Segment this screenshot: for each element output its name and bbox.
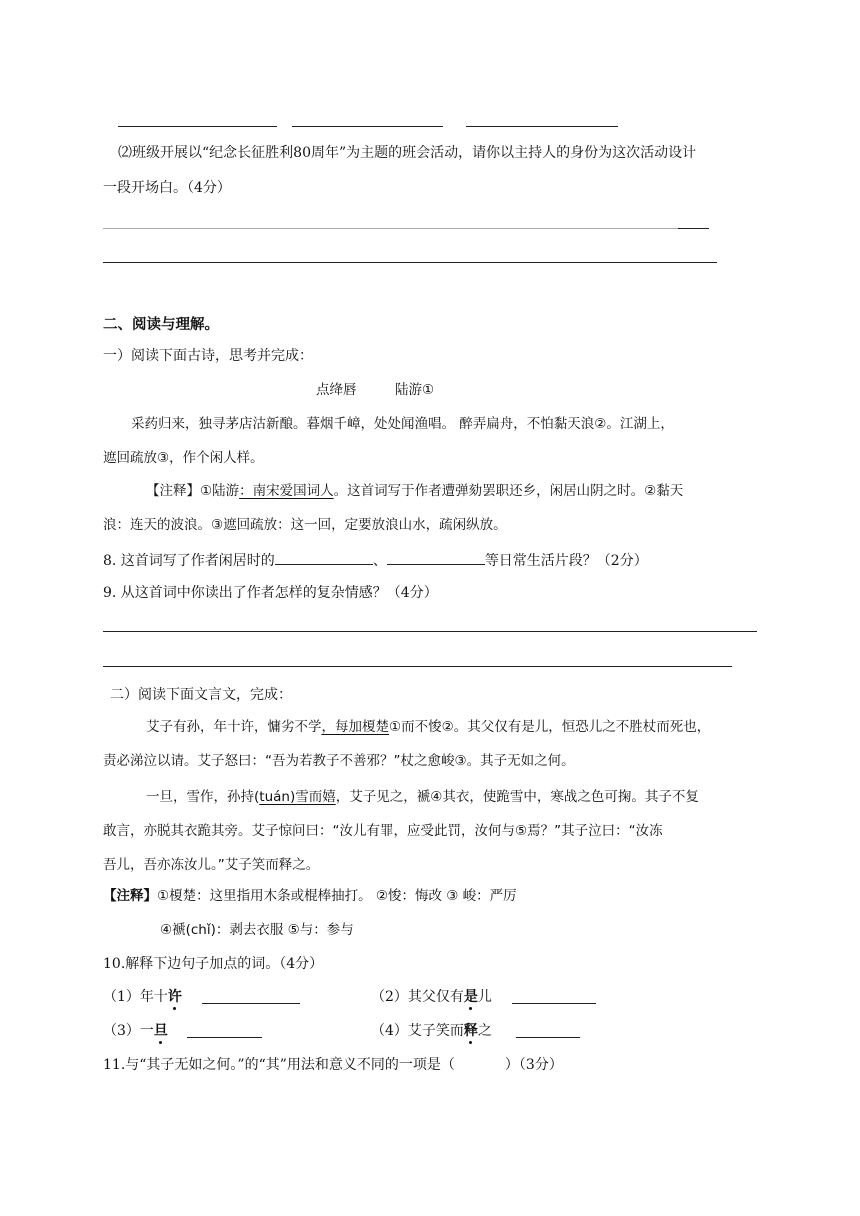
q10-4-tail: 之 <box>477 1023 492 1039</box>
q10-3-text: （3）一 <box>103 1023 154 1039</box>
note-b: ：南宋爱国词人 <box>239 483 334 499</box>
q8-blank-1[interactable] <box>275 550 373 565</box>
q10-item-4 <box>371 1021 492 1041</box>
poem-note-line-2: 浪：连天的波浪。③遮回疏放：这一回，定要放浪山水，疏闲纵放。 <box>103 517 507 533</box>
text-p1-line-2: 责必涕泣以请。艾子怒曰：“吾为若教子不善邪？”杖之愈峻③。其子无如之何。 <box>103 753 575 769</box>
text-p2-line-2: 敢言，亦脱其衣跪其旁。艾子惊问曰：“汝儿有罪，应受此罚，汝何与⑤焉？”其子泣曰：“汝冻 <box>103 823 663 839</box>
q10-1-blank[interactable] <box>202 1003 300 1004</box>
q9: 9. 从这首词中你读出了作者怎样的复杂情感？（4分） <box>103 585 438 601</box>
poem-title: 点绛唇 <box>316 382 357 398</box>
text-note-line-1 <box>103 886 517 906</box>
note-a: ①陆游 <box>200 483 240 499</box>
answer-line-q7-2[interactable] <box>103 262 717 263</box>
q7-2-text-cont: 一段开场白。（4分） <box>103 180 231 196</box>
answer-line-q7-1[interactable] <box>103 228 709 229</box>
note-label: 【注释】 <box>146 483 200 499</box>
q10-item-3 <box>103 1021 168 1041</box>
text-p2-line-1 <box>146 787 699 807</box>
q10-1-dotted: 许 <box>167 989 182 1005</box>
poem-line-1: 采药归来，独寻茅店沽新酿。暮烟千嶂，处处闻渔唱。 醉弄扁舟，不怕黏天浪②。江湖上， <box>131 416 674 432</box>
p1-a: 艾子有孙，年十许，慵劣不学 <box>146 719 322 735</box>
q8-blank-2[interactable] <box>387 550 485 565</box>
p2-a: 一旦，雪作，孙持( <box>146 789 260 805</box>
text-note-label: 【注释】 <box>103 888 157 904</box>
answer-line-top-1[interactable] <box>118 126 277 127</box>
poem-author: 陆游① <box>395 382 435 398</box>
text-note-items: ①榎楚：这里指用木条或棍棒抽打。 ②悛：悔改 ③ 峻：严厉 <box>157 888 517 904</box>
q10: 10.解释下边句子加点的词。（4分） <box>103 956 324 972</box>
q11-text-b: ）（3分） <box>504 1057 563 1073</box>
text-note-line-2: ④褫(chǐ)：剥去衣服 ⑤与：参与 <box>160 922 354 938</box>
answer-line-q7-1-end <box>678 228 709 229</box>
q10-3-blank[interactable] <box>187 1037 262 1038</box>
poem-line-2: 遮回疏放③，作个闲人样。 <box>103 450 264 466</box>
q10-item-1 <box>103 987 182 1007</box>
q8-text-b: 、 <box>372 553 387 569</box>
q8 <box>103 550 648 571</box>
p2-c: ，艾子见之，褫④其衣，使跪雪中，寒战之色可掬。其子不复 <box>335 789 699 805</box>
poem-note-line-1 <box>146 481 683 501</box>
q10-4-dotted: 释 <box>463 1023 478 1039</box>
answer-line-q9-2[interactable] <box>103 666 732 667</box>
q10-item-2 <box>371 987 492 1007</box>
q11 <box>103 1055 563 1075</box>
q7-2-text: ⑵班级开展以“纪念长征胜利80周年”为主题的班会活动，请你以主持人的身份为这次活动设计 <box>118 145 697 161</box>
q10-1-text: （1）年十 <box>103 989 168 1005</box>
section-heading: 二、阅读与理解。 <box>103 317 219 333</box>
q8-text-c: 等日常生活片段？（2分） <box>484 553 648 569</box>
note-c: 。这首词写于作者遭弹劾罢职还乡，闲居山阴之时。②黏天 <box>333 483 684 499</box>
q10-2-text: （2）其父仅有 <box>371 989 464 1005</box>
p2-b: )雪而嬉 <box>289 789 336 805</box>
q10-4-blank[interactable] <box>516 1037 580 1038</box>
q10-4-text: （4）艾子笑而 <box>371 1023 464 1039</box>
q11-text-a: 11.与“其子无如之何。”的“其”用法和意义不同的一项是（ <box>103 1057 455 1073</box>
q10-2-blank[interactable] <box>512 1003 596 1004</box>
q10-3-dotted: 旦 <box>153 1023 168 1039</box>
q10-2-tail: 儿 <box>477 989 492 1005</box>
part1-instruction: 一）阅读下面古诗，思考并完成： <box>103 348 313 364</box>
p1-b: ，每加榎楚 <box>321 719 389 735</box>
p2-pinyin: tuán <box>259 789 290 805</box>
q8-text-a: 8. 这首词写了作者闲居时的 <box>103 553 275 569</box>
part2-instruction: 二）阅读下面文言文，完成： <box>110 687 292 703</box>
q10-2-dotted: 是 <box>463 989 478 1005</box>
answer-line-q9-1[interactable] <box>103 631 757 632</box>
p1-c: ①而不悛②。其父仅有是儿，恒恐儿之不胜杖而死也， <box>389 719 711 735</box>
answer-line-top-3[interactable] <box>466 126 618 127</box>
text-p1-line-1 <box>146 717 710 737</box>
text-p2-line-3: 吾儿，吾亦冻汝儿。”艾子笑而释之。 <box>103 857 320 873</box>
answer-line-top-2[interactable] <box>292 126 443 127</box>
